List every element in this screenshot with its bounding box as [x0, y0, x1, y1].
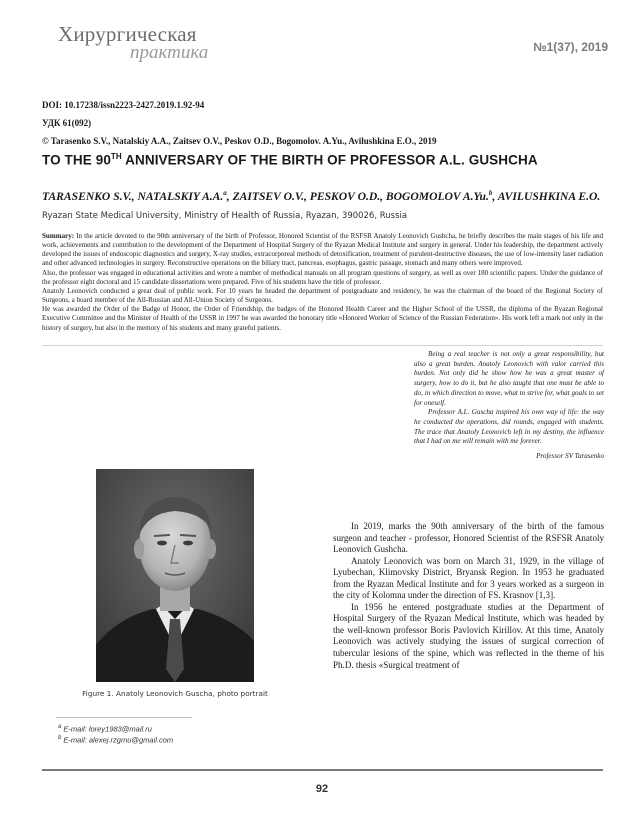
- journal-logo: [58, 22, 228, 66]
- body-paragraph-2: Anatoly Leonovich was born on March 31, 1929, in the village of Lyubechan, Klimovsky District, Bryansk Region. In 1953 he graduated from the Ryazan Medical Institute and for 3 years worked as a surgeon in the city of Kolomna under the direction of FS. Krasnov [1,3].: [333, 555, 604, 601]
- portrait-photo: [96, 469, 254, 682]
- summary-label: Summary:: [42, 232, 75, 240]
- summary-paragraph-2: Also, the professor was engaged in educational activities and wrote a number of methodical manuals on all program questions of surgery, as well as over 180 scientific papers. Under the guidance of the professor eight doctoral and 15 candidate dissertations were prepared. Five of his students have the title of professor.: [42, 268, 603, 286]
- figure-caption: Figure 1. Anatoly Leonovich Guscha, photo portrait: [82, 689, 268, 698]
- title-sup: TH: [110, 152, 122, 161]
- footnote-b-mark: b: [58, 735, 62, 741]
- journal-name-script: практика: [130, 42, 209, 63]
- footnote-b: [58, 735, 173, 745]
- epigraph-paragraph-1: Being a real teacher is not only a great responsibility, but also a great burden. Anatoly Leonovich with valor carried this burden. Not only did he show how he was a great master of surgery, how to do it, but he also taught that one must be able to do, in which direction to move, what to strive for, what goals to set for oneself.: [414, 350, 604, 407]
- issue-number: №1(37), 2019: [533, 40, 608, 54]
- summary-text-1: In the article devoted to the 90th anniversary of the birth of Professor, Honored Scientist of the RSFSR Anatoly Leonovich Gushcha, he briefly describes the main stages of his life and work, achievements and contribution to the development of the Department of Hospital Surgery of the Ryazan Medical Institute and surgery in general. Under his leadership, the department actively developed the issues of endoscopic diagnostics and surgery, X-ray studies, extracorporeal methods of detoxification, treatment of purulent-destructive diseases, the use of low-intensity laser radiation and other advanced technologies in surgery. Reconstructive operations on the biliary tract, pancreas, esophagus, gastric passage, stomach and many others were improved.: [42, 232, 603, 268]
- footnote-rule: [56, 717, 192, 718]
- epigraph-paragraph-2: Professor A.L. Guscha inspired his own way of life: the way he conducted the operations, did rounds, engaged with students. The trace that Anatoly Leonovich left in my destiny, the influence that I had on me will remain with me forever.: [414, 408, 604, 446]
- udk: УДК 61(092): [42, 118, 92, 128]
- body-paragraph-1: In 2019, marks the 90th anniversary of the birth of the famous surgeon and teacher - professor, Honored Scientist of the RSFSR Anatoly Leonovich Gushcha.: [333, 521, 604, 555]
- page-number: 92: [315, 783, 329, 795]
- footnote-a-email: E-mail: lorey1983@mail.ru: [61, 724, 152, 734]
- epigraph: [414, 350, 604, 462]
- authors-part-2: , ZAITSEV O.V., PESKOV O.D., BOGOMOLOV A.Yu.: [226, 189, 489, 203]
- summary-paragraph-3: Anatoly Leonovich conducted a great deal of public work. For 10 years he headed the department of postgraduate and residency, he was the chairman of the board of the Regional Society of Surgeons, a board member of the All-Russian and All-Union Society of Surgeons.: [42, 286, 603, 305]
- section-divider: [42, 345, 603, 346]
- summary-paragraph-1: [42, 232, 603, 269]
- authors-part-1: TARASENKO S.V., NATALSKIY A.A.: [42, 189, 224, 203]
- journal-name-main: Хирургическая: [58, 22, 197, 46]
- body-paragraph-3: In 1956 he entered postgraduate studies at the Department of Hospital Surgery of the Ryazan Medical Institute, which was headed by the well-known professor Boris Pavlovich Kirillov. At this time, Anatoly Leonovich was actively studying the issues of surgical correction of tubercular lesions of the spine, which was reflected in the theme of his Ph.D. thesis «Surgical treatment of: [333, 601, 604, 670]
- epigraph-signature: Professor SV Tarasenko: [536, 452, 604, 461]
- affiliation: Ryazan State Medical University, Ministry of Health of Russia, Ryazan, 390026, Russia: [42, 211, 408, 221]
- bottom-rule: [42, 769, 603, 771]
- summary: [42, 232, 603, 333]
- doi: DOI: 10.17238/issn2223-2427.2019.1.92-94: [42, 100, 205, 110]
- footnote-a: [58, 724, 152, 734]
- authors: [42, 189, 600, 203]
- summary-paragraph-4: He was awarded the Order of the Badge of Honor, the Order of Friendship, the badges of the Honored Health Career and the Higher School of the USSR, the diploma of the Ryazan Regional Executive Committee and the Minister of Health of the USSR in 1997 he was awarded the honorary title «Honored Worker of Science of the Russian Federation». His work left a mark not only in the history of surgery, but also in the memory of his students and many grateful patients.: [42, 305, 603, 332]
- title-post: ANNIVERSARY OF THE BIRTH OF PROFESSOR A.L. GUSHCHA: [121, 152, 538, 168]
- authors-part-3: , AVILUSHKINA E.O.: [492, 189, 601, 203]
- author-mark-b: b: [488, 189, 493, 197]
- copyright: © Tarasenko S.V., Natalskiy A.A., Zaitsev O.V., Peskov O.D., Bogomolov. A.Yu., Avilushkina E.O., 2019: [42, 136, 437, 146]
- author-mark-a: a: [223, 189, 227, 197]
- footnote-a-mark: a: [58, 724, 62, 730]
- body-text: [333, 521, 604, 671]
- footnote-b-email: E-mail: alexej.rzgmu@gmail.com: [61, 735, 174, 745]
- title-pre: TO THE 90: [42, 152, 111, 168]
- article-title: [42, 152, 538, 168]
